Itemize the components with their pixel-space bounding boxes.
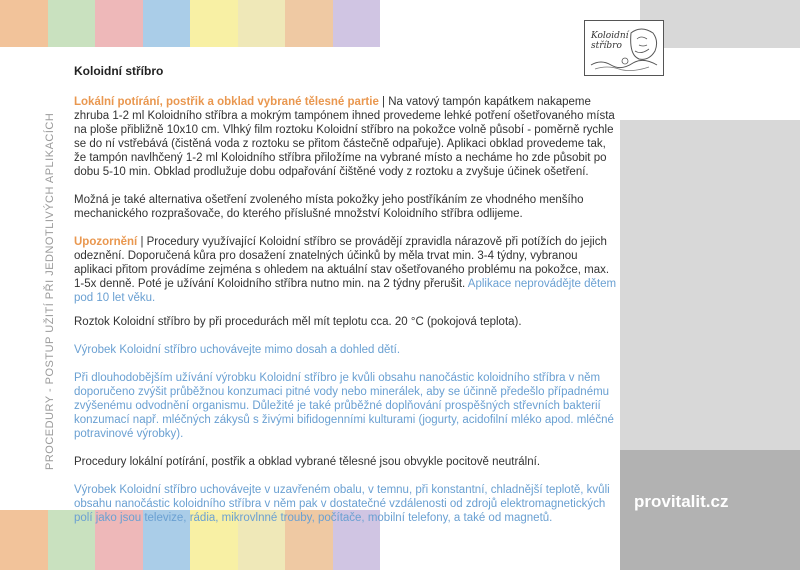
color-swatch	[238, 0, 286, 47]
logo-text	[591, 31, 629, 51]
right-decorative-panel	[620, 0, 800, 570]
paragraph-storage-conditions: Výrobek Koloidní stříbro uchovávejte v uzavřeném obalu, v temnu, při konstantní, chladnější teplotě, kvůli obsahu nanočástic koloidního stříbra v něm pak v dostatečné vzdálenosti od zdrojů elektromagnetických polí jako jsou televize, rádia, mikrovlnné trouby, počítače, mobilní telefony, a také od magnetů.	[74, 484, 610, 524]
color-swatch	[48, 0, 96, 47]
color-strip-top	[0, 0, 380, 47]
paragraph-warning-note: Aplikace neprovádějte dětem pod 10 let věku.	[74, 278, 617, 304]
color-swatch	[0, 510, 48, 570]
logo-line-2: stříbro	[591, 41, 622, 51]
panel-middle-gray	[620, 120, 800, 450]
paragraph-warning	[74, 235, 618, 305]
paragraph-spray: Možná je také alternativa ošetření zvoleného místa pokožky jeho postříkáním ze vhodného menšího mechanického rozprašovače, do kterého příslušné množství Koloidního stříbra odlijeme.	[74, 194, 584, 220]
color-swatch	[333, 0, 381, 47]
brand-logo	[584, 20, 664, 76]
paragraph-storage-children: Výrobek Koloidní stříbro uchovávejte mimo dosah a dohled dětí.	[74, 344, 401, 356]
color-swatch	[0, 0, 48, 47]
panel-top-gray-block	[640, 0, 800, 48]
color-swatch	[285, 0, 333, 47]
main-content	[74, 95, 618, 539]
paragraph-neutral-sensation: Procedury lokální potírání, postřik a obklad vybrané tělesné jsou obvykle pocitově neutrální.	[74, 456, 541, 468]
paragraph-application-body: | Na vatový tampón kapátkem nakapeme zhruba 1-2 ml Koloidního stříbra a mokrým tampónem ihned provedeme lehké potření ošetřovaného místa na ploše přibližně 10x10 cm. Vlhký film roztoku Koloidní stříbro na pokožce volně působí - poměrně rychle se do ní vstřebává (čistěná voda z roztoku se přitom částečně odpařuje). Aplikaci obklad provedeme tak, že tampón navlhčený 1-2 ml Koloidního stříbra přiložíme na vybrané místo a necháme ho zde působit po dobu 5-10 min. Obklad prodlužuje dobu odpařování čištěné vody z roztoku a zvyšuje účinek ošetření.	[74, 96, 615, 178]
color-swatch	[143, 0, 191, 47]
logo-line-1: Koloidní	[591, 31, 629, 41]
page-title: Koloidní stříbro	[74, 64, 164, 78]
website-url: provitalit.cz	[634, 492, 729, 511]
paragraph-long-term-use: Při dlouhodobějším užívání výrobku Koloidní stříbro je kvůli obsahu nanočástic koloidního stříbra v něm doporučeno zvýšit průběžnou konzumaci pitné vody nebo minerálek, aby se účinně předešlo případnému zvýšenému odvodnění organismu. Důležité je také průběžné doplňování prospěšných střevních bakterií konzumací např. mléčných zákysů s živými bifidogenními kulturami (jogurty, acidofilní mléko apod. mléčné potravinové výrobky).	[74, 372, 614, 440]
paragraph-application	[74, 95, 618, 179]
paragraph-temperature: Roztok Koloidní stříbro by při procedurách měl mít teplotu cca. 20 °C (pokojová teplota).	[74, 316, 522, 328]
paragraph-warning-body: | Procedury využívající Koloidní stříbro se provádějí zpravidla nárazově při potížích do jejich odeznění. Doporučená kůra pro dosažení znatelných účinků by měla trvat min. 3-4 týdny, vybranou aplikaci přitom provádíme zejména s ohledem na aktuální stav ošetřovaného problému na pokožce, max. 1-5x denně. Poté je užívání Koloidního stříbra nutno min. na 2 týdny přerušit.	[74, 236, 610, 290]
sidebar-vertical-caption: PROCEDURY - POSTUP UŽITÍ PŘI JEDNOTLIVÝCH APLIKACÍCH	[44, 112, 56, 470]
color-swatch	[190, 0, 238, 47]
section-heading-application: Lokální potírání, postřik a obklad vybrané tělesné partie	[74, 96, 379, 108]
section-heading-warning: Upozornění	[74, 236, 138, 248]
color-swatch	[95, 0, 143, 47]
